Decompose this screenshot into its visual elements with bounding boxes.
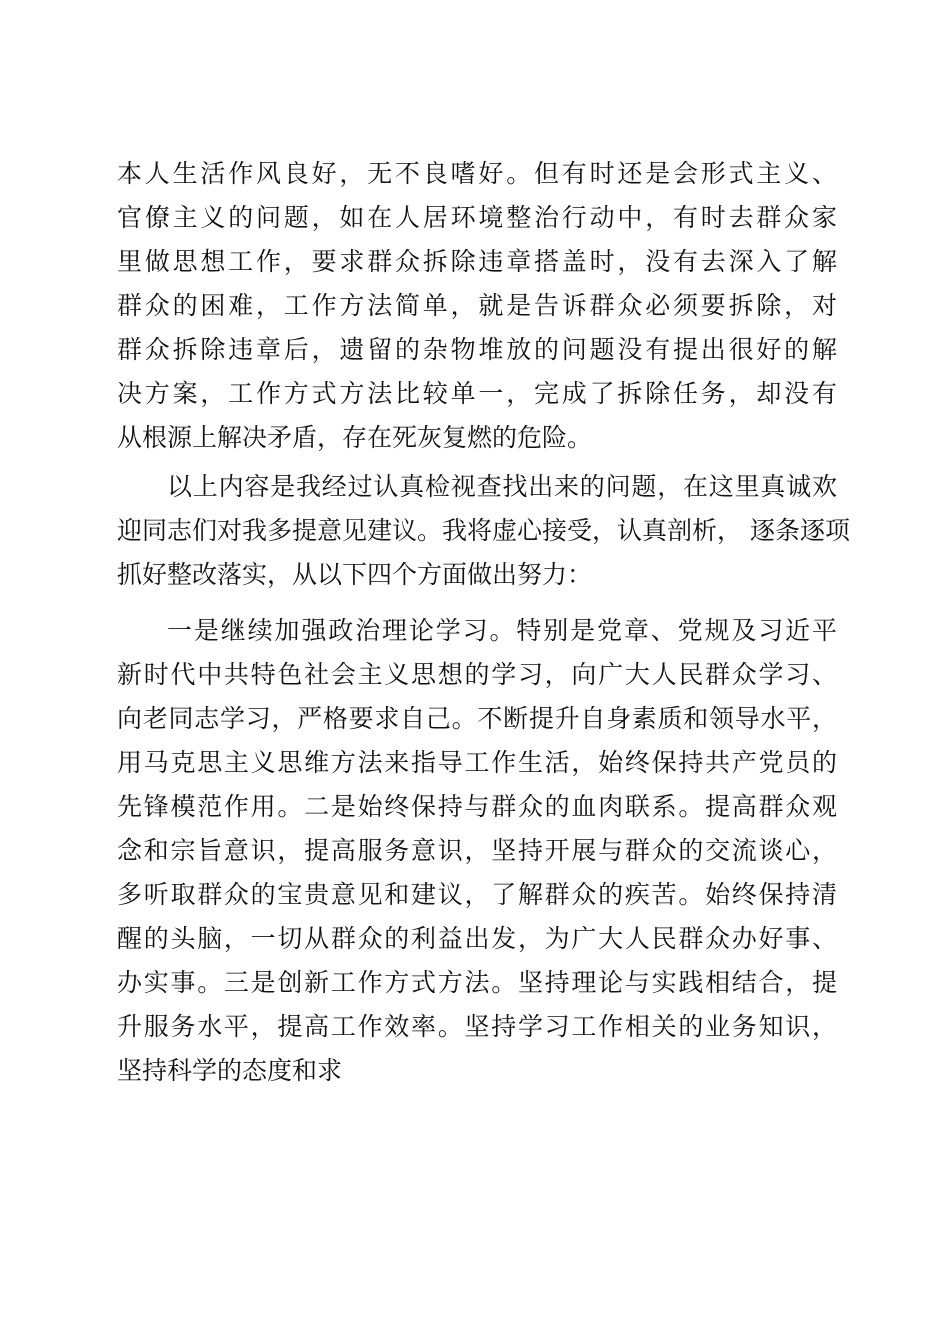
paragraph-line: 向老同志学习，严格要求自己。不断提升自身素质和领导水平， (117, 704, 837, 733)
paragraph-line: 升服务水平，提高工作效率。坚持学习工作相关的业务知识， (117, 1012, 837, 1041)
paragraph-self-criticism (117, 152, 837, 460)
paragraph-line: 多听取群众的宝贵意见和建议，了解群众的疾苦。始终保持清 (117, 880, 837, 909)
paragraph-line: 本人生活作风良好，无不良嗜好。但有时还是会形式主义、 (117, 159, 837, 188)
paragraph-line: 决方案，工作方式方法比较单一，完成了拆除任务，却没有 (117, 379, 837, 408)
paragraph-line: 先锋模范作用。二是始终保持与群众的血肉联系。提高群众观 (117, 792, 837, 821)
paragraph-line: 以上内容是我经过认真检视查找出来的问题，在这里真诚欢 (167, 472, 837, 501)
paragraph-improvement-plan (117, 609, 837, 1093)
paragraph-line: 从根源上解决矛盾，存在死灰复燃的危险。 (117, 423, 593, 452)
paragraph-line: 抓好整改落实，从以下四个方面做出努力： (117, 560, 593, 589)
paragraph-line: 新时代中共特色社会主义思想的学习，向广大人民群众学习、 (117, 660, 837, 689)
paragraph-line: 官僚主义的问题，如在人居环境整治行动中，有时去群众家 (117, 203, 837, 232)
paragraph-line: 念和宗旨意识，提高服务意识，坚持开展与群众的交流谈心， (117, 836, 837, 865)
paragraph-line: 里做思想工作，要求群众拆除违章搭盖时，没有去深入了解 (117, 247, 837, 276)
paragraph-invitation (117, 465, 850, 597)
paragraph-line: 迎同志们对我多提意见建议。我将虚心接受，认真剖析， 逐条逐项 (117, 516, 850, 545)
paragraph-line: 一是继续加强政治理论学习。特别是党章、党规及习近平 (167, 616, 837, 645)
paragraph-line: 办实事。三是创新工作方式方法。坚持理论与实践相结合，提 (117, 968, 837, 997)
paragraph-line: 群众的困难，工作方法简单，就是告诉群众必须要拆除，对 (117, 291, 837, 320)
paragraph-line: 群众拆除违章后，遗留的杂物堆放的问题没有提出很好的解 (117, 335, 837, 364)
paragraph-line: 坚持科学的态度和求 (117, 1056, 343, 1085)
paragraph-line: 用马克思主义思维方法来指导工作生活，始终保持共产党员的 (117, 748, 837, 777)
paragraph-line: 醒的头脑，一切从群众的利益出发，为广大人民群众办好事、 (117, 924, 837, 953)
